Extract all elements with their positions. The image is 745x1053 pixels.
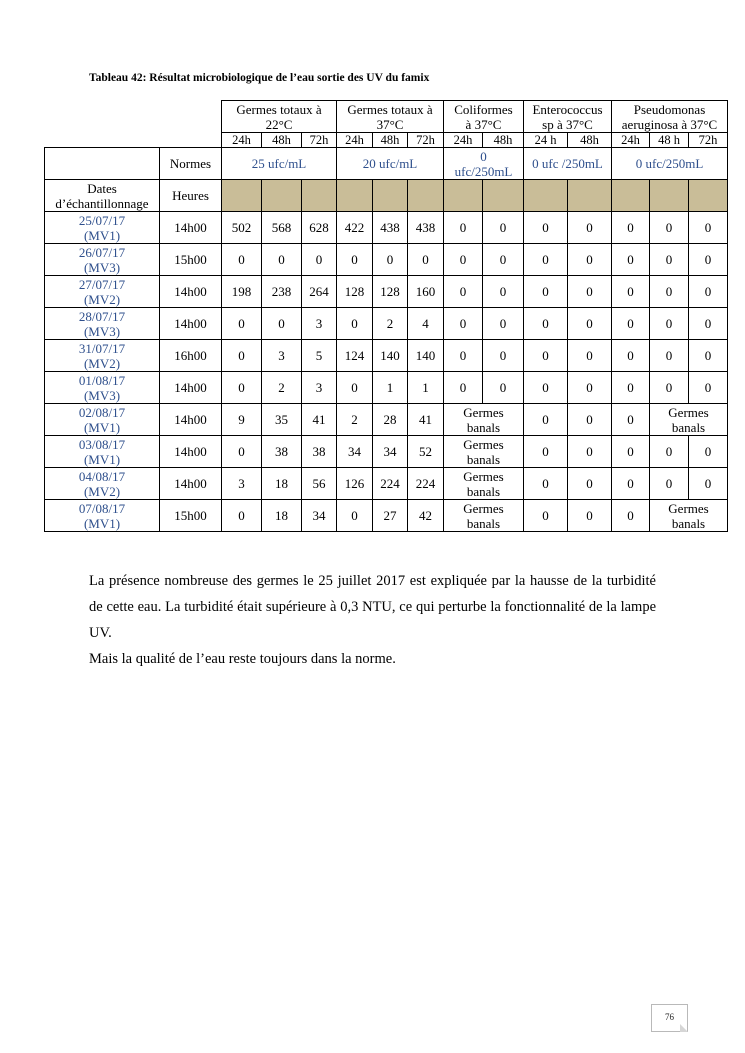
heure-cell: 16h00 [160,340,222,372]
value-cell: 0 [524,500,568,532]
value-cell: 0 [568,468,612,500]
value-cell: 0 [222,436,262,468]
germes-banals-cell: Germes banals [444,404,524,436]
value-cell: 0 [337,500,373,532]
value-cell: 0 [444,340,483,372]
value-cell: 18 [262,500,302,532]
value-cell: 42 [408,500,444,532]
value-cell: 628 [302,212,337,244]
table-caption: Tableau 42: Résultat microbiologique de l’eau sortie des UV du famix [89,72,430,84]
value-cell: 2 [373,308,408,340]
group-enterococcus: Enterococcus sp à 37°C [524,101,612,133]
heures-header: Heures [160,180,222,212]
subheader-row [45,133,728,148]
heure-cell: 14h00 [160,468,222,500]
value-cell: 0 [568,244,612,276]
value-cell: 0 [568,372,612,404]
paragraph: Mais la qualité de l’eau reste toujours dans la norme. [89,651,396,667]
value-cell: 34 [337,436,373,468]
value-cell: 41 [302,404,337,436]
norm-germes-22: 25 ufc/mL [222,148,337,180]
value-cell: 0 [444,276,483,308]
value-cell: 28 [373,404,408,436]
value-cell: 0 [568,212,612,244]
norm-germes-37: 20 ufc/mL [337,148,444,180]
value-cell: 0 [524,468,568,500]
value-cell: 18 [262,468,302,500]
norms-row [45,148,728,180]
value-cell: 0 [444,244,483,276]
value-cell: 0 [612,500,650,532]
value-cell: 0 [612,436,650,468]
value-cell: 0 [689,372,728,404]
table-row [45,212,728,244]
value-cell: 1 [373,372,408,404]
table-row [45,404,728,436]
value-cell: 0 [408,244,444,276]
germes-banals-cell: Germes banals [444,500,524,532]
subheader-cell: 72h [408,133,444,148]
value-cell: 140 [373,340,408,372]
value-cell: 0 [262,244,302,276]
value-cell: 0 [650,244,689,276]
norm-enterococcus: 0 ufc /250mL [524,148,612,180]
value-cell: 0 [524,212,568,244]
subheader-cell: 24 h [524,133,568,148]
value-cell: 52 [408,436,444,468]
value-cell: 224 [408,468,444,500]
value-cell: 0 [222,308,262,340]
table-row [45,308,728,340]
table-row [45,436,728,468]
value-cell: 224 [373,468,408,500]
value-cell: 0 [689,340,728,372]
value-cell: 0 [483,244,524,276]
heure-cell: 15h00 [160,500,222,532]
value-cell: 0 [650,436,689,468]
value-cell: 2 [262,372,302,404]
subheader-cell: 24h [612,133,650,148]
table-row [45,340,728,372]
value-cell: 0 [524,276,568,308]
value-cell: 238 [262,276,302,308]
value-cell: 0 [483,340,524,372]
value-cell: 56 [302,468,337,500]
value-cell: 0 [483,212,524,244]
value-cell: 0 [222,340,262,372]
heure-cell: 14h00 [160,372,222,404]
value-cell: 0 [650,468,689,500]
value-cell: 0 [568,308,612,340]
value-cell: 0 [262,308,302,340]
subheader-cell: 48h [568,133,612,148]
value-cell: 0 [689,308,728,340]
date-cell: 01/08/17 (MV3) [45,372,160,404]
value-cell: 0 [483,276,524,308]
column-header-row [45,180,728,212]
value-cell: 9 [222,404,262,436]
subheader-cell: 72h [689,133,728,148]
results-table [44,100,728,532]
heure-cell: 14h00 [160,212,222,244]
value-cell: 0 [689,244,728,276]
value-cell: 140 [408,340,444,372]
value-cell: 3 [302,308,337,340]
value-cell: 0 [373,244,408,276]
value-cell: 0 [222,372,262,404]
value-cell: 0 [612,340,650,372]
germes-banals-cell: Germes banals [650,404,728,436]
subheader-cell: 48h [373,133,408,148]
value-cell: 0 [524,308,568,340]
value-cell: 0 [689,212,728,244]
value-cell: 0 [650,340,689,372]
body-text [89,568,656,672]
value-cell: 38 [262,436,302,468]
value-cell: 438 [373,212,408,244]
value-cell: 0 [483,308,524,340]
germes-banals-cell: Germes banals [444,468,524,500]
value-cell: 0 [568,500,612,532]
value-cell: 41 [408,404,444,436]
heure-cell: 14h00 [160,276,222,308]
value-cell: 0 [689,276,728,308]
value-cell: 0 [650,212,689,244]
dates-header: Dates d’échantillonnage [45,180,160,212]
germes-banals-cell: Germes banals [650,500,728,532]
value-cell: 3 [222,468,262,500]
value-cell: 0 [612,212,650,244]
table-row [45,468,728,500]
date-cell: 26/07/17 (MV3) [45,244,160,276]
table-row [45,244,728,276]
date-cell: 03/08/17 (MV1) [45,436,160,468]
value-cell: 35 [262,404,302,436]
value-cell: 0 [444,212,483,244]
value-cell: 0 [612,372,650,404]
value-cell: 0 [568,340,612,372]
value-cell: 0 [568,404,612,436]
germes-banals-cell: Germes banals [444,436,524,468]
value-cell: 0 [524,404,568,436]
value-cell: 126 [337,468,373,500]
value-cell: 0 [612,468,650,500]
value-cell: 422 [337,212,373,244]
norm-coliformes: 0 ufc/250mL [444,148,524,180]
value-cell: 0 [302,244,337,276]
table-row [45,500,728,532]
subheader-cell: 72h [302,133,337,148]
value-cell: 0 [337,308,373,340]
table-row [45,276,728,308]
subheader-cell: 48h [262,133,302,148]
group-pseudomonas: Pseudomonas aeruginosa à 37°C [612,101,728,133]
value-cell: 0 [612,244,650,276]
value-cell: 2 [337,404,373,436]
value-cell: 38 [302,436,337,468]
value-cell: 3 [262,340,302,372]
subheader-cell: 24h [444,133,483,148]
subheader-cell: 24h [222,133,262,148]
group-germes-22: Germes totaux à 22°C [222,101,337,133]
value-cell: 160 [408,276,444,308]
subheader-cell: 48h [483,133,524,148]
value-cell: 0 [483,372,524,404]
date-cell: 02/08/17 (MV1) [45,404,160,436]
value-cell: 0 [612,308,650,340]
subheader-cell: 24h [337,133,373,148]
value-cell: 0 [689,436,728,468]
date-cell: 31/07/17 (MV2) [45,340,160,372]
value-cell: 0 [612,404,650,436]
value-cell: 4 [408,308,444,340]
value-cell: 0 [222,244,262,276]
value-cell: 5 [302,340,337,372]
value-cell: 502 [222,212,262,244]
page-number: 76 [665,1012,674,1022]
value-cell: 0 [222,500,262,532]
date-cell: 28/07/17 (MV3) [45,308,160,340]
value-cell: 0 [337,372,373,404]
value-cell: 0 [444,372,483,404]
date-cell: 07/08/17 (MV1) [45,500,160,532]
value-cell: 128 [373,276,408,308]
paragraph: La présence nombreuse des germes le 25 juillet 2017 est expliquée par la hausse de la turbidité de cette eau. La turbidité était supérieure à 0,3 NTU, ce qui perturbe la fonctionnalité de la lampe UV. [89,573,656,641]
value-cell: 198 [222,276,262,308]
value-cell: 1 [408,372,444,404]
value-cell: 27 [373,500,408,532]
page-number-box [651,1004,688,1032]
heure-cell: 15h00 [160,244,222,276]
value-cell: 568 [262,212,302,244]
value-cell: 34 [373,436,408,468]
date-cell: 04/08/17 (MV2) [45,468,160,500]
value-cell: 438 [408,212,444,244]
value-cell: 0 [568,436,612,468]
value-cell: 264 [302,276,337,308]
value-cell: 0 [650,276,689,308]
table-row [45,372,728,404]
group-coliformes: Coliformes à 37°C [444,101,524,133]
heure-cell: 14h00 [160,308,222,340]
value-cell: 0 [689,468,728,500]
value-cell: 128 [337,276,373,308]
value-cell: 3 [302,372,337,404]
norms-label: Normes [160,148,222,180]
subheader-cell: 48 h [650,133,689,148]
value-cell: 0 [337,244,373,276]
heure-cell: 14h00 [160,436,222,468]
value-cell: 0 [524,340,568,372]
value-cell: 0 [524,436,568,468]
value-cell: 124 [337,340,373,372]
value-cell: 0 [524,372,568,404]
heure-cell: 14h00 [160,404,222,436]
value-cell: 0 [612,276,650,308]
page-fold-icon [680,1024,688,1032]
group-germes-37: Germes totaux à 37°C [337,101,444,133]
value-cell: 0 [650,308,689,340]
value-cell: 0 [568,276,612,308]
date-cell: 25/07/17 (MV1) [45,212,160,244]
value-cell: 0 [444,308,483,340]
value-cell: 0 [650,372,689,404]
group-header-row [45,101,728,133]
value-cell: 34 [302,500,337,532]
norm-pseudomonas: 0 ufc/250mL [612,148,728,180]
date-cell: 27/07/17 (MV2) [45,276,160,308]
value-cell: 0 [524,244,568,276]
